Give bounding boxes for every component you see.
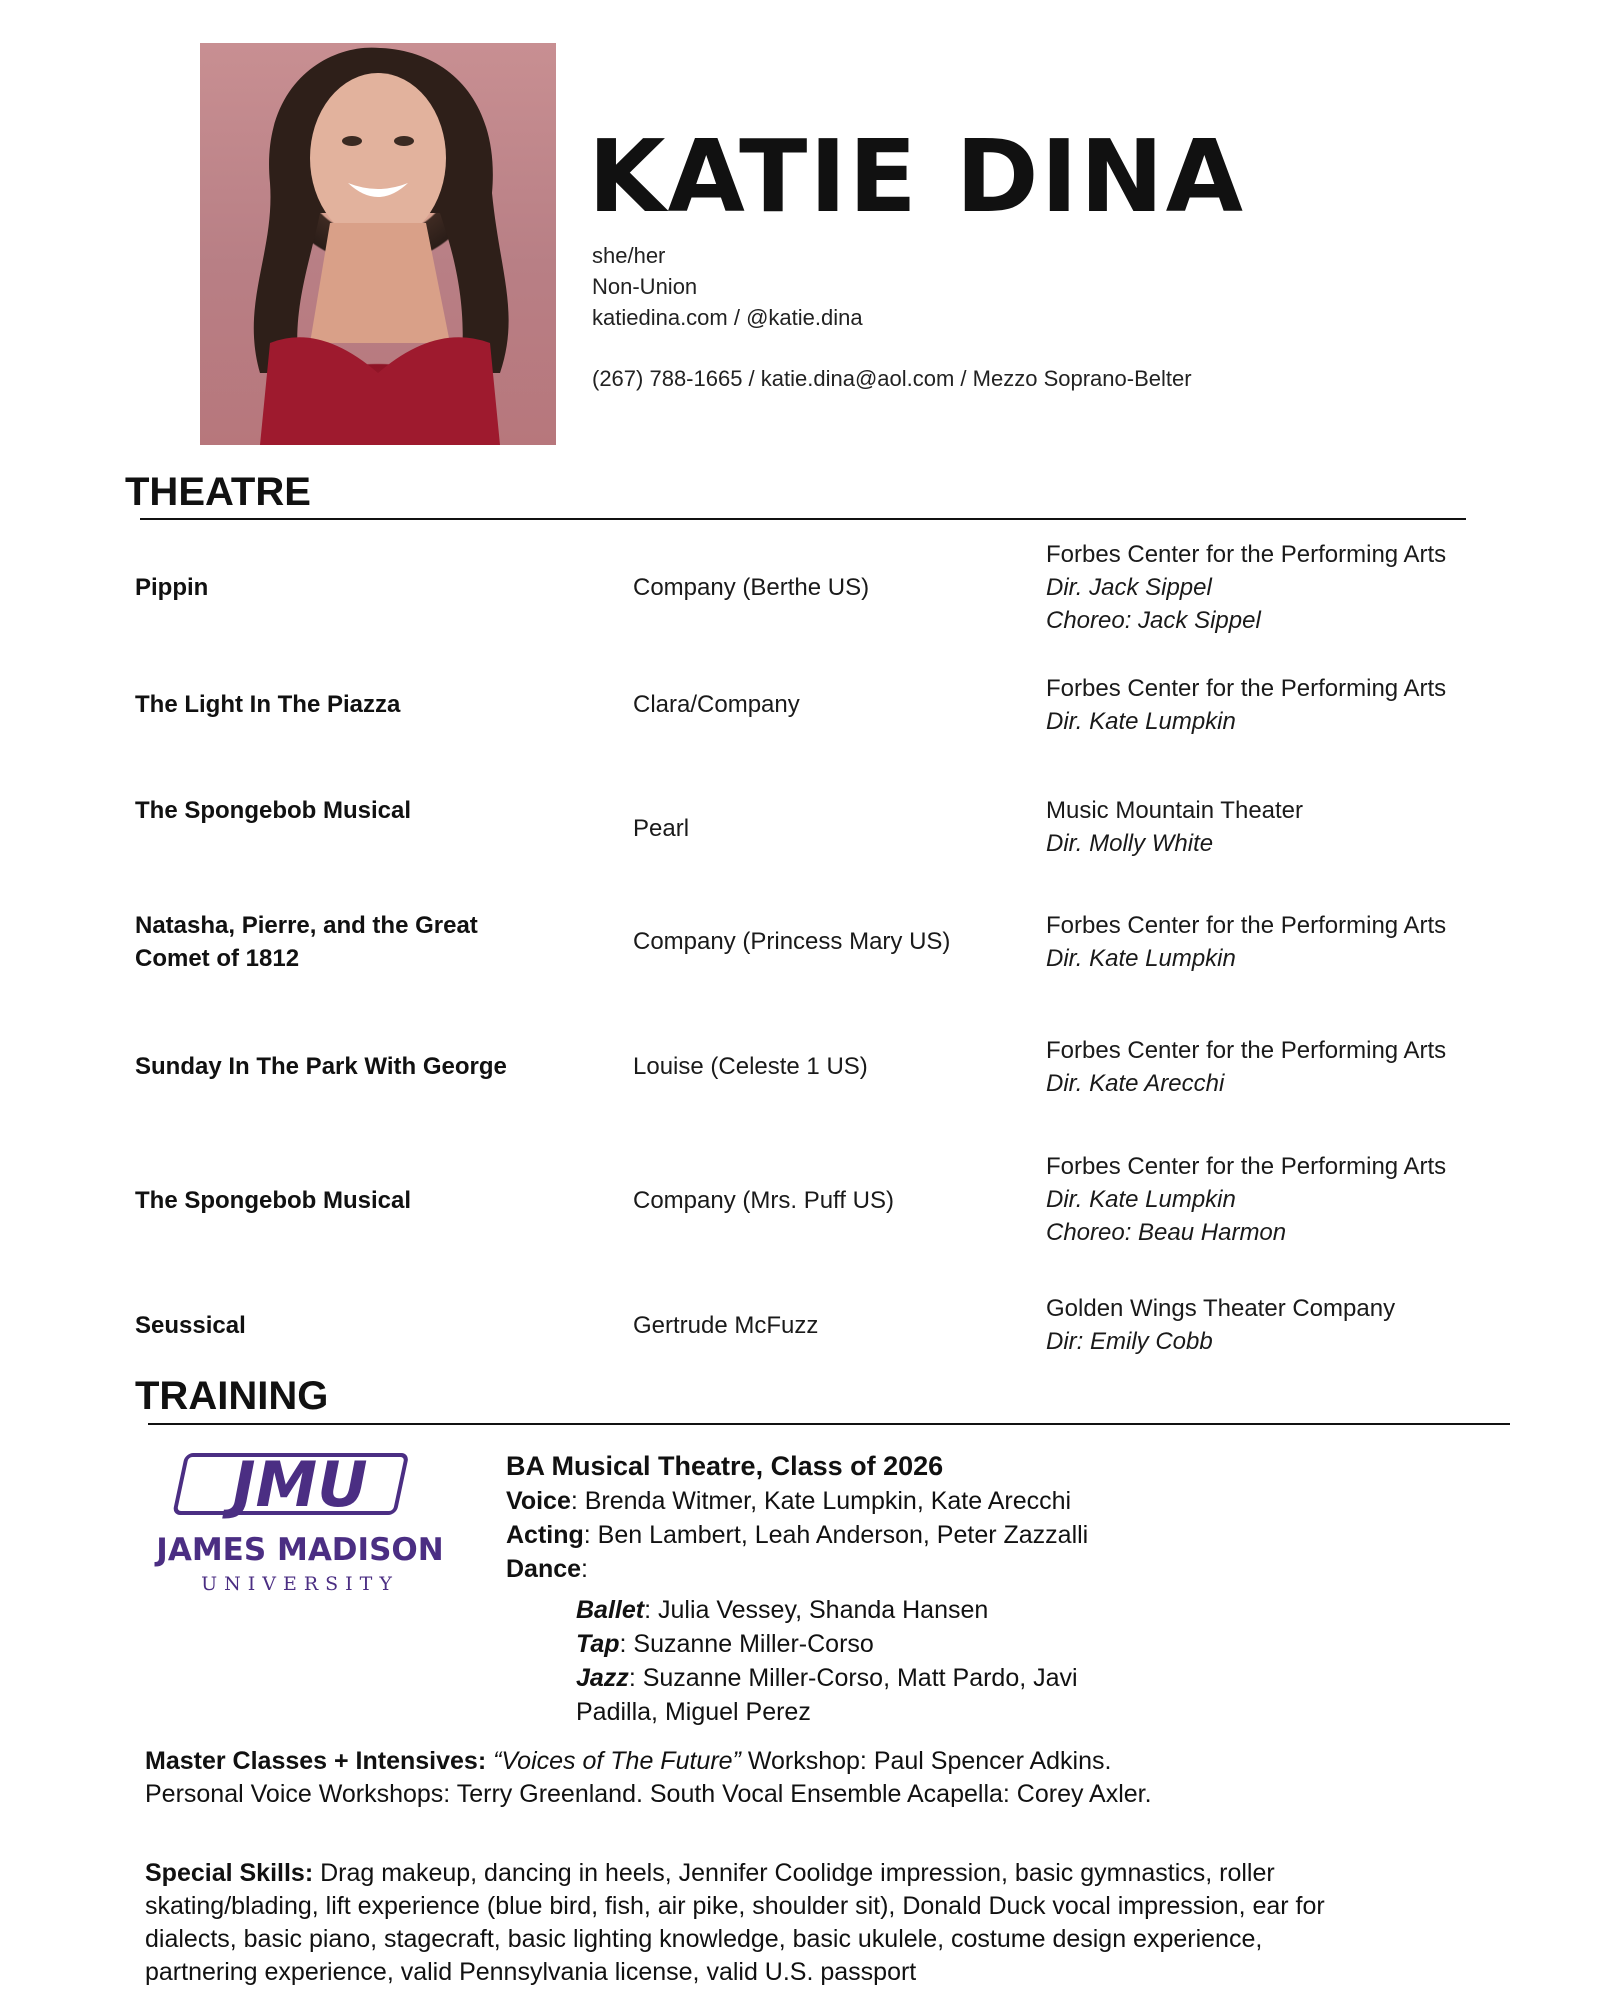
role: Pearl (633, 815, 690, 842)
jazz-label: Jazz (576, 1664, 629, 1692)
venue-credit (1046, 909, 1566, 975)
show-title: Sunday In The Park With George (135, 1053, 507, 1080)
union-status: Non-Union (592, 274, 698, 299)
role: Louise (Celeste 1 US) (633, 1053, 868, 1080)
venue: Golden Wings Theater Company (1046, 1295, 1396, 1322)
acting-label: Acting (506, 1521, 584, 1549)
venue: Forbes Center for the Performing Arts (1046, 675, 1447, 702)
director: Dir. Jack Sippel (1046, 574, 1212, 601)
training-heading: TRAINING (135, 1374, 329, 1418)
jmu-logo-line-2: UNIVERSITY (201, 1573, 399, 1595)
voice-line (506, 1484, 1071, 1518)
role: Clara/Company (633, 691, 800, 718)
master-classes (145, 1745, 1525, 1811)
ballet-label: Ballet (576, 1596, 645, 1624)
acting-teachers: : Ben Lambert, Leah Anderson, Peter Zazzalli (583, 1521, 1089, 1549)
venue: Forbes Center for the Performing Arts (1046, 1153, 1447, 1180)
jazz-line (576, 1661, 1176, 1695)
director: Dir. Kate Lumpkin (1046, 708, 1236, 735)
role: Company (Berthe US) (633, 574, 870, 601)
jazz-line-2: Padilla, Miguel Perez (576, 1698, 811, 1726)
director: Dir: Emily Cobb (1046, 1328, 1213, 1355)
ballet-line (576, 1593, 1176, 1627)
master-classes-line-2: Personal Voice Workshops: Terry Greenland. South Vocal Ensemble Acapella: Corey Axler. (145, 1780, 1152, 1808)
dance-label: Dance (506, 1555, 582, 1583)
director: Dir. Kate Arecchi (1046, 1070, 1225, 1097)
dance-colon: : (581, 1555, 588, 1583)
headshot-photo (200, 43, 556, 445)
master-classes-label: Master Classes + Intensives: (145, 1747, 487, 1775)
role: Company (Mrs. Puff US) (633, 1187, 894, 1214)
tap-line (576, 1627, 1176, 1661)
role: Gertrude McFuzz (633, 1312, 819, 1339)
show-title: The Light In The Piazza (135, 691, 401, 718)
degree: BA Musical Theatre, Class of 2026 (506, 1451, 944, 1481)
website-social: katiedina.com / @katie.dina (592, 305, 863, 330)
venue-credit (1046, 538, 1566, 637)
special-skills-line-2: skating/blading, lift experience (blue bird, fish, air pike, shoulder sit), Donald Duck vocal impression, ear for (145, 1892, 1325, 1920)
choreographer: Choreo: Beau Harmon (1046, 1219, 1287, 1246)
theatre-heading: THEATRE (125, 470, 311, 514)
tap-teachers: : Suzanne Miller-Corso (619, 1630, 874, 1658)
voice-label: Voice (506, 1487, 571, 1515)
jmu-logo-mark: JMU (232, 1450, 368, 1521)
ballet-teachers: : Julia Vessey, Shanda Hansen (644, 1596, 989, 1624)
venue: Music Mountain Theater (1046, 797, 1304, 824)
jmu-logo (150, 1450, 450, 1600)
acting-line (506, 1518, 1088, 1552)
theatre-divider (140, 518, 1466, 520)
show-title: Seussical (135, 1312, 246, 1339)
role: Company (Princess Mary US) (633, 928, 951, 955)
show-title-line-1: Natasha, Pierre, and the Great (135, 912, 478, 939)
pronouns: she/her (592, 243, 666, 268)
director: Dir. Kate Lumpkin (1046, 945, 1236, 972)
show-title: The Spongebob Musical (135, 797, 412, 824)
show-title (135, 909, 605, 975)
jazz-teachers: : Suzanne Miller-Corso, Matt Pardo, Javi (628, 1664, 1078, 1692)
jmu-logo-line-1: JAMES MADISON (156, 1532, 444, 1568)
dance-line (506, 1552, 588, 1586)
venue: Forbes Center for the Performing Arts (1046, 1037, 1447, 1064)
venue-credit (1046, 1150, 1566, 1249)
special-skills-line-1: Drag makeup, dancing in heels, Jennifer Coolidge impression, basic gymnastics, roller (313, 1859, 1275, 1887)
training-divider (148, 1423, 1510, 1425)
special-skills-label: Special Skills: (145, 1859, 314, 1887)
venue: Forbes Center for the Performing Arts (1046, 541, 1447, 568)
director: Dir. Molly White (1046, 830, 1214, 857)
venue-credit (1046, 1292, 1566, 1358)
special-skills (145, 1857, 1525, 1989)
contact-line: (267) 788-1665 / katie.dina@aol.com / Mezzo Soprano-Belter (592, 366, 1192, 391)
show-title-line-2: Comet of 1812 (135, 945, 300, 972)
venue: Forbes Center for the Performing Arts (1046, 912, 1447, 939)
show-title: The Spongebob Musical (135, 1187, 412, 1214)
master-classes-workshop: Workshop: Paul Spencer Adkins. (740, 1747, 1112, 1775)
show-title: Pippin (135, 574, 209, 601)
master-classes-workshop-title: “Voices of The Future” (486, 1747, 741, 1775)
performer-name: KATIE DINA (588, 118, 1245, 235)
venue-credit (1046, 1034, 1566, 1100)
tap-label: Tap (576, 1630, 620, 1658)
special-skills-line-4: partnering experience, valid Pennsylvania license, valid U.S. passport (145, 1958, 917, 1986)
choreographer: Choreo: Jack Sippel (1046, 607, 1261, 634)
special-skills-line-3: dialects, basic piano, stagecraft, basic lighting knowledge, basic ukulele, costume design experience, (145, 1925, 1263, 1953)
venue-credit (1046, 672, 1566, 738)
voice-teachers: : Brenda Witmer, Kate Lumpkin, Kate Arecchi (570, 1487, 1072, 1515)
director: Dir. Kate Lumpkin (1046, 1186, 1236, 1213)
venue-credit (1046, 794, 1566, 860)
